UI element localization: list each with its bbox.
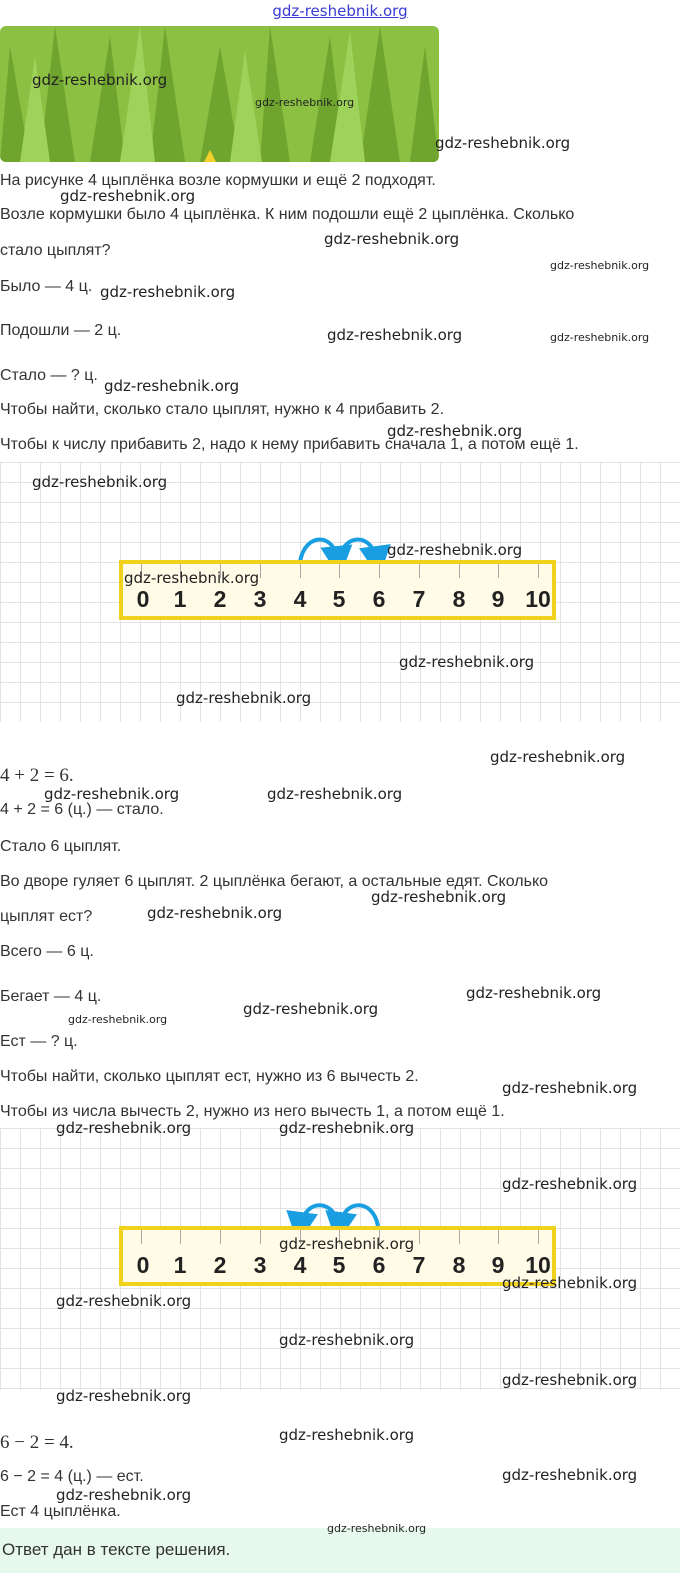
number-8: 8	[452, 1252, 466, 1278]
watermark: gdz-reshebnik.org	[56, 1119, 192, 1137]
watermark: gdz-reshebnik.org	[387, 422, 523, 440]
watermark: gdz-reshebnik.org	[387, 541, 523, 559]
number-7: 7	[412, 586, 426, 612]
hop-arrow-4-to-5	[300, 540, 338, 563]
watermark: gdz-reshebnik.org	[550, 331, 650, 344]
watermark: gdz-reshebnik.org	[60, 187, 196, 205]
watermark: gdz-reshebnik.org	[56, 1387, 192, 1405]
watermark: gdz-reshebnik.org	[279, 1331, 415, 1349]
text-line-11: Стало 6 цыплят.	[0, 838, 122, 855]
number-6: 6	[372, 586, 386, 612]
number-1: 1	[173, 586, 187, 612]
number-5: 5	[332, 1252, 346, 1278]
text-line-16: Ест — ? ц.	[0, 1033, 78, 1050]
text-line-12: Во дворе гуляет 6 цыплят. 2 цыплёнка бегают, а остальные едят. Сколько	[0, 873, 549, 890]
text-line-2: Возле кормушки было 4 цыплёнка. К ним подошли ещё 2 цыплёнка. Сколько	[0, 206, 575, 223]
watermark: gdz-reshebnik.org	[371, 888, 507, 906]
text-line-13: цыплят ест?	[0, 908, 93, 925]
watermark: gdz-reshebnik.org	[279, 1235, 415, 1253]
number-1: 1	[173, 1252, 187, 1278]
number-9: 9	[491, 586, 505, 612]
number-0: 0	[136, 586, 150, 612]
number-10: 10	[525, 1252, 551, 1278]
text-line-1: На рисунке 4 цыплёнка возле кормушки и ещё 2 подходят.	[0, 172, 436, 189]
watermark: gdz-reshebnik.org	[502, 1175, 638, 1193]
watermark: gdz-reshebnik.org	[243, 1000, 379, 1018]
grass-illustration	[0, 26, 439, 162]
number-10: 10	[525, 586, 551, 612]
hop-arrow-5-to-6	[338, 540, 377, 563]
text-line-5: Подошли — 2 ц.	[0, 322, 122, 339]
text-line-17: Чтобы найти, сколько цыплят ест, нужно из 6 вычесть 2.	[0, 1068, 419, 1085]
site-watermark-header[interactable]: gdz-reshebnik.org	[272, 2, 408, 20]
hop-arrow-6-to-5	[339, 1205, 378, 1228]
watermark: gdz-reshebnik.org	[267, 785, 403, 803]
watermark: gdz-reshebnik.org	[32, 473, 168, 491]
watermark: gdz-reshebnik.org	[44, 785, 180, 803]
equation-addition: 4 + 2 = 6.	[0, 765, 74, 786]
watermark: gdz-reshebnik.org	[56, 1486, 192, 1504]
watermark: gdz-reshebnik.org	[32, 71, 168, 89]
text-line-3: стало цыплят?	[0, 242, 111, 259]
number-2: 2	[213, 586, 227, 612]
watermark: gdz-reshebnik.org	[502, 1466, 638, 1484]
watermark: gdz-reshebnik.org	[466, 984, 602, 1002]
watermark: gdz-reshebnik.org	[327, 326, 463, 344]
text-line-10: 4 + 2 = 6 (ц.) — стало.	[0, 801, 164, 818]
watermark: gdz-reshebnik.org	[502, 1274, 638, 1292]
number-8: 8	[452, 586, 466, 612]
number-5: 5	[332, 586, 346, 612]
grid-area-subtraction	[0, 1128, 680, 1390]
watermark: gdz-reshebnik.org	[327, 1522, 427, 1535]
text-line-7: Чтобы найти, сколько стало цыплят, нужно к 4 прибавить 2.	[0, 401, 445, 418]
text-line-15: Бегает — 4 ц.	[0, 988, 102, 1005]
watermark: gdz-reshebnik.org	[550, 259, 650, 272]
number-2: 2	[213, 1252, 227, 1278]
text-line-18: Чтобы из числа вычесть 2, нужно из него вычесть 1, а потом ещё 1.	[0, 1103, 505, 1120]
number-6: 6	[372, 1252, 386, 1278]
watermark: gdz-reshebnik.org	[100, 283, 236, 301]
watermark: gdz-reshebnik.org	[56, 1292, 192, 1310]
watermark: gdz-reshebnik.org	[124, 569, 260, 587]
watermark: gdz-reshebnik.org	[176, 689, 312, 707]
number-0: 0	[136, 1252, 150, 1278]
number-7: 7	[412, 1252, 426, 1278]
number-9: 9	[491, 1252, 505, 1278]
watermark: gdz-reshebnik.org	[490, 748, 626, 766]
watermark: gdz-reshebnik.org	[104, 377, 240, 395]
watermark: gdz-reshebnik.org	[147, 904, 283, 922]
hop-arrow-5-to-4	[300, 1205, 339, 1228]
watermark: gdz-reshebnik.org	[68, 1013, 168, 1026]
watermark: gdz-reshebnik.org	[502, 1079, 638, 1097]
text-line-21: Ест 4 цыплёнка.	[0, 1503, 121, 1520]
answer-label: Ответ дан в тексте решения.	[2, 1540, 231, 1559]
watermark: gdz-reshebnik.org	[279, 1119, 415, 1137]
grid-area-addition	[0, 462, 680, 722]
number-4: 4	[293, 1252, 307, 1278]
text-line-8: Чтобы к числу прибавить 2, надо к нему прибавить сначала 1, а потом ещё 1.	[0, 436, 579, 453]
watermark: gdz-reshebnik.org	[399, 653, 535, 671]
text-line-6: Стало — ? ц.	[0, 367, 98, 384]
text-line-14: Всего — 6 ц.	[0, 943, 94, 960]
watermark: gdz-reshebnik.org	[255, 96, 355, 109]
number-3: 3	[253, 586, 267, 612]
watermark: gdz-reshebnik.org	[435, 134, 571, 152]
watermark: gdz-reshebnik.org	[502, 1371, 638, 1389]
equation-subtraction: 6 − 2 = 4.	[0, 1432, 74, 1453]
text-line-4: Было — 4 ц.	[0, 278, 93, 295]
watermark: gdz-reshebnik.org	[324, 230, 460, 248]
watermark: gdz-reshebnik.org	[279, 1426, 415, 1444]
number-3: 3	[253, 1252, 267, 1278]
number-4: 4	[293, 586, 307, 612]
text-line-20: 6 − 2 = 4 (ц.) — ест.	[0, 1468, 144, 1485]
